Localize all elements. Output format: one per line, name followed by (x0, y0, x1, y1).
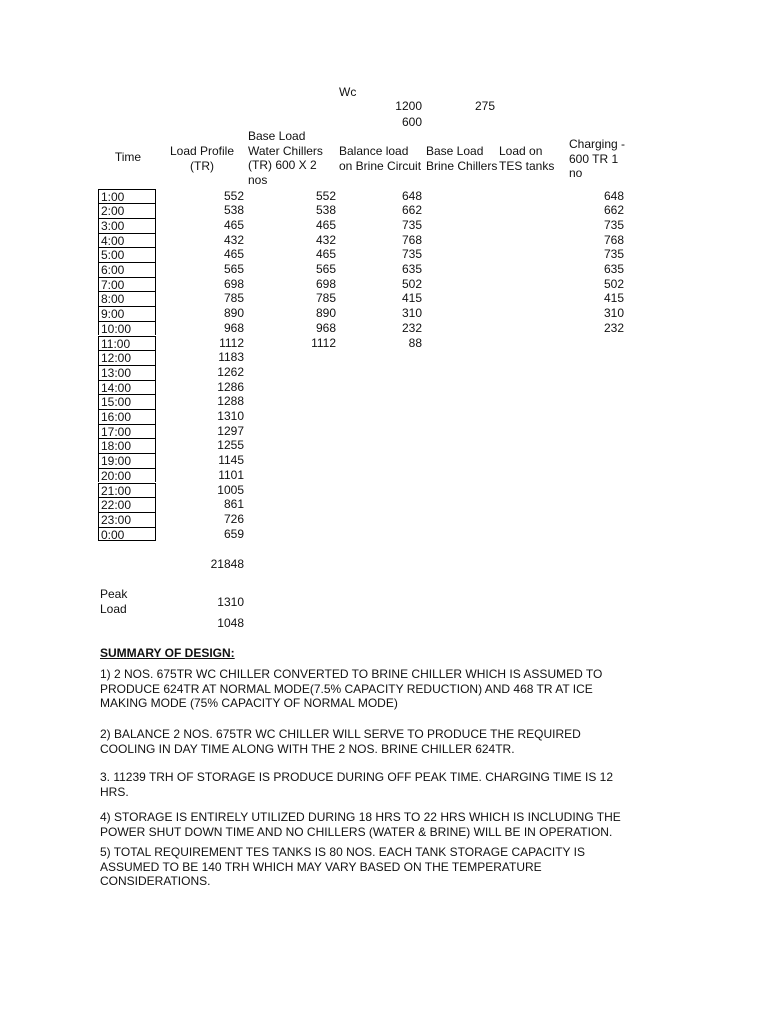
summary-line: ASSUMED TO BE 140 TRH WHICH MAY VARY BASED ON THE TEMPERATURE (100, 859, 542, 874)
load-cell: 726 (223, 511, 244, 526)
time-cell: 19:00 (98, 453, 156, 468)
label-line: Load (100, 601, 127, 616)
secondary-load-value: 1048 (217, 616, 244, 630)
time-cell: 20:00 (98, 468, 156, 483)
charging-cell: 735 (603, 247, 624, 262)
load-cell: 890 (223, 306, 244, 321)
balance-load-cell: 735 (401, 247, 422, 262)
time-cell: 4:00 (98, 233, 156, 248)
table-row (0, 277, 768, 292)
load-cell: 465 (223, 217, 244, 232)
summary-line: 4) STORAGE IS ENTIRELY UTILIZED DURING 18 HRS TO 22 HRS WHICH IS INCLUDING THE (100, 810, 621, 824)
base-load-cell: 785 (315, 291, 336, 306)
table-row (0, 262, 768, 277)
load-cell: 1101 (218, 467, 244, 482)
load-cell: 465 (223, 247, 244, 262)
time-cell: 22:00 (98, 497, 156, 512)
header-line: (TR) (190, 158, 214, 173)
charging-cell: 662 (603, 203, 624, 218)
time-cell: 13:00 (98, 365, 156, 380)
load-cell: 785 (223, 291, 244, 306)
table-row (0, 203, 768, 218)
time-cell: 9:00 (98, 306, 156, 321)
time-cell: 0:00 (98, 527, 156, 542)
header-balance-load (339, 144, 429, 173)
balance-load-cell: 648 (401, 188, 422, 203)
load-cell: 565 (223, 262, 244, 276)
time-cell: 3:00 (98, 218, 156, 233)
summary-line: 2) BALANCE 2 NOS. 675TR WC CHILLER WILL SERVE TO PRODUCE THE REQUIRED (100, 727, 581, 741)
table-row (0, 438, 768, 453)
base-load-cell: 538 (315, 203, 336, 218)
base-load-cell: 890 (315, 306, 336, 321)
time-cell: 11:00 (98, 336, 156, 351)
charging-cell: 635 (603, 262, 624, 276)
charging-cell: 232 (603, 320, 624, 335)
value-275: 275 (475, 99, 496, 113)
time-cell: 5:00 (98, 247, 156, 262)
header-load-profile (160, 144, 244, 173)
summary-line: PRODUCE 624TR AT NORMAL MODE(7.5% CAPACITY REDUCTION) AND 468 TR AT ICE (100, 681, 593, 696)
load-cell: 538 (223, 203, 244, 218)
balance-load-cell: 310 (401, 306, 422, 321)
summary-heading: SUMMARY OF DESIGN: (100, 646, 235, 660)
table-row (0, 189, 768, 204)
balance-load-cell: 415 (401, 291, 422, 306)
time-cell: 2:00 (98, 203, 156, 218)
time-cell: 15:00 (98, 394, 156, 409)
base-load-cell: 465 (315, 217, 336, 232)
load-cell: 1297 (217, 423, 244, 438)
header-time: Time (114, 150, 142, 164)
summary-title (100, 646, 660, 661)
table-row (0, 233, 768, 248)
load-cell: 552 (223, 188, 244, 203)
time-cell: 14:00 (98, 380, 156, 395)
time-cell: 17:00 (98, 424, 156, 439)
base-load-cell: 565 (315, 262, 336, 276)
time-cell: 16:00 (98, 409, 156, 424)
time-cell: 12:00 (98, 350, 156, 365)
label-line: Peak (100, 587, 128, 601)
load-cell: 968 (223, 320, 244, 335)
time-cell: 8:00 (98, 291, 156, 306)
balance-load-cell: 735 (401, 217, 422, 232)
summary-item (100, 727, 660, 756)
load-cell: 1286 (217, 379, 244, 394)
charging-cell: 648 (603, 188, 624, 203)
balance-load-cell: 662 (401, 203, 422, 218)
summary-item (100, 770, 660, 799)
summary-line: 3. 11239 TRH OF STORAGE IS PRODUCE DURING OFF PEAK TIME. CHARGING TIME IS 12 (100, 770, 613, 784)
table-row (0, 247, 768, 262)
peak-load-label (100, 587, 127, 616)
header-line: TES tanks (499, 158, 555, 173)
summary-item (100, 667, 660, 711)
header-charging (569, 137, 639, 181)
header-line: Base Load (426, 144, 484, 158)
time-cell: 21:00 (98, 483, 156, 498)
header-line: Base Load (248, 129, 306, 143)
table-row (0, 365, 768, 380)
peak-load-value: 1310 (217, 595, 244, 609)
header-line: on Brine Circuit (339, 158, 422, 173)
summary-line: 5) TOTAL REQUIREMENT TES TANKS IS 80 NOS. EACH TANK STORAGE CAPACITY IS (100, 845, 586, 859)
header-line: Balance load (339, 144, 409, 158)
charging-cell: 310 (603, 306, 624, 321)
load-cell: 1310 (217, 409, 244, 423)
summary-item (100, 810, 660, 839)
table-row (0, 321, 768, 336)
summary-line: 1) 2 NOS. 675TR WC CHILLER CONVERTED TO BRINE CHILLER WHICH IS ASSUMED TO (100, 667, 603, 681)
header-base-load-water (248, 129, 340, 187)
load-cell: 1255 (217, 438, 244, 453)
charging-cell: 735 (603, 217, 624, 232)
table-row (0, 468, 768, 483)
load-cell: 1262 (217, 364, 244, 379)
value-1200: 1200 (395, 99, 422, 113)
time-cell: 10:00 (98, 321, 156, 336)
time-cell: 7:00 (98, 277, 156, 292)
header-line: nos (248, 172, 268, 187)
time-cell: 23:00 (98, 512, 156, 527)
table-row (0, 497, 768, 512)
balance-load-cell: 502 (401, 276, 422, 291)
header-line: Charging - (569, 137, 626, 151)
base-load-cell: 698 (315, 276, 336, 291)
summary-line: MAKING MODE (75% CAPACITY OF NORMAL MODE) (100, 696, 398, 711)
header-line: Water Chillers (248, 143, 323, 158)
base-load-cell: 465 (315, 247, 336, 262)
header-line: Load Profile (169, 144, 235, 158)
load-cell: 1288 (217, 394, 244, 409)
charging-cell: 502 (603, 276, 624, 291)
table-row (0, 336, 768, 351)
wc-label: Wc (339, 85, 357, 99)
summary-item (100, 845, 660, 889)
table-row (0, 512, 768, 527)
balance-load-cell: 635 (401, 262, 422, 276)
table-row (0, 380, 768, 395)
header-load-on-tes (499, 144, 561, 173)
table-row (0, 350, 768, 365)
load-cell: 1145 (218, 453, 244, 468)
load-cell: 659 (223, 526, 244, 541)
load-cell: 1005 (217, 482, 244, 497)
base-load-cell: 552 (315, 188, 336, 203)
summary-line: POWER SHUT DOWN TIME AND NO CHILLERS (WATER & BRINE) WILL BE IN OPERATION. (100, 824, 613, 839)
header-line: Brine Chillers (426, 158, 498, 173)
summary-line: CONSIDERATIONS. (100, 874, 211, 889)
total-load: 21848 (210, 557, 244, 571)
load-cell: 698 (223, 276, 244, 291)
table-row (0, 424, 768, 439)
charging-cell: 415 (603, 291, 624, 306)
charging-cell: 768 (603, 232, 624, 247)
header-line: (TR) 600 X 2 (248, 158, 317, 172)
load-cell: 861 (223, 497, 244, 512)
time-cell: 18:00 (98, 438, 156, 453)
load-cell: 1112 (219, 335, 244, 350)
summary-line: HRS. (100, 784, 129, 799)
header-base-load-brine (426, 144, 500, 173)
base-load-cell: 1112 (311, 335, 336, 350)
time-cell: 6:00 (98, 262, 156, 277)
summary-line: COOLING IN DAY TIME ALONG WITH THE 2 NOS. BRINE CHILLER 624TR. (100, 741, 515, 756)
table-row (0, 483, 768, 498)
table-row (0, 527, 768, 542)
table-row (0, 291, 768, 306)
base-load-cell: 432 (315, 232, 336, 247)
load-cell: 1183 (218, 350, 244, 365)
header-line: Load on (499, 144, 543, 158)
table-row (0, 306, 768, 321)
balance-load-cell: 88 (408, 335, 422, 350)
table-row (0, 218, 768, 233)
value-600: 600 (401, 115, 422, 129)
base-load-cell: 968 (315, 320, 336, 335)
header-line: 600 TR 1 (569, 151, 619, 166)
table-row (0, 453, 768, 468)
header-line: no (569, 166, 583, 180)
table-row (0, 409, 768, 424)
time-cell: 1:00 (98, 189, 156, 204)
load-cell: 432 (223, 232, 244, 247)
balance-load-cell: 768 (401, 232, 422, 247)
table-row (0, 394, 768, 409)
balance-load-cell: 232 (401, 320, 422, 335)
